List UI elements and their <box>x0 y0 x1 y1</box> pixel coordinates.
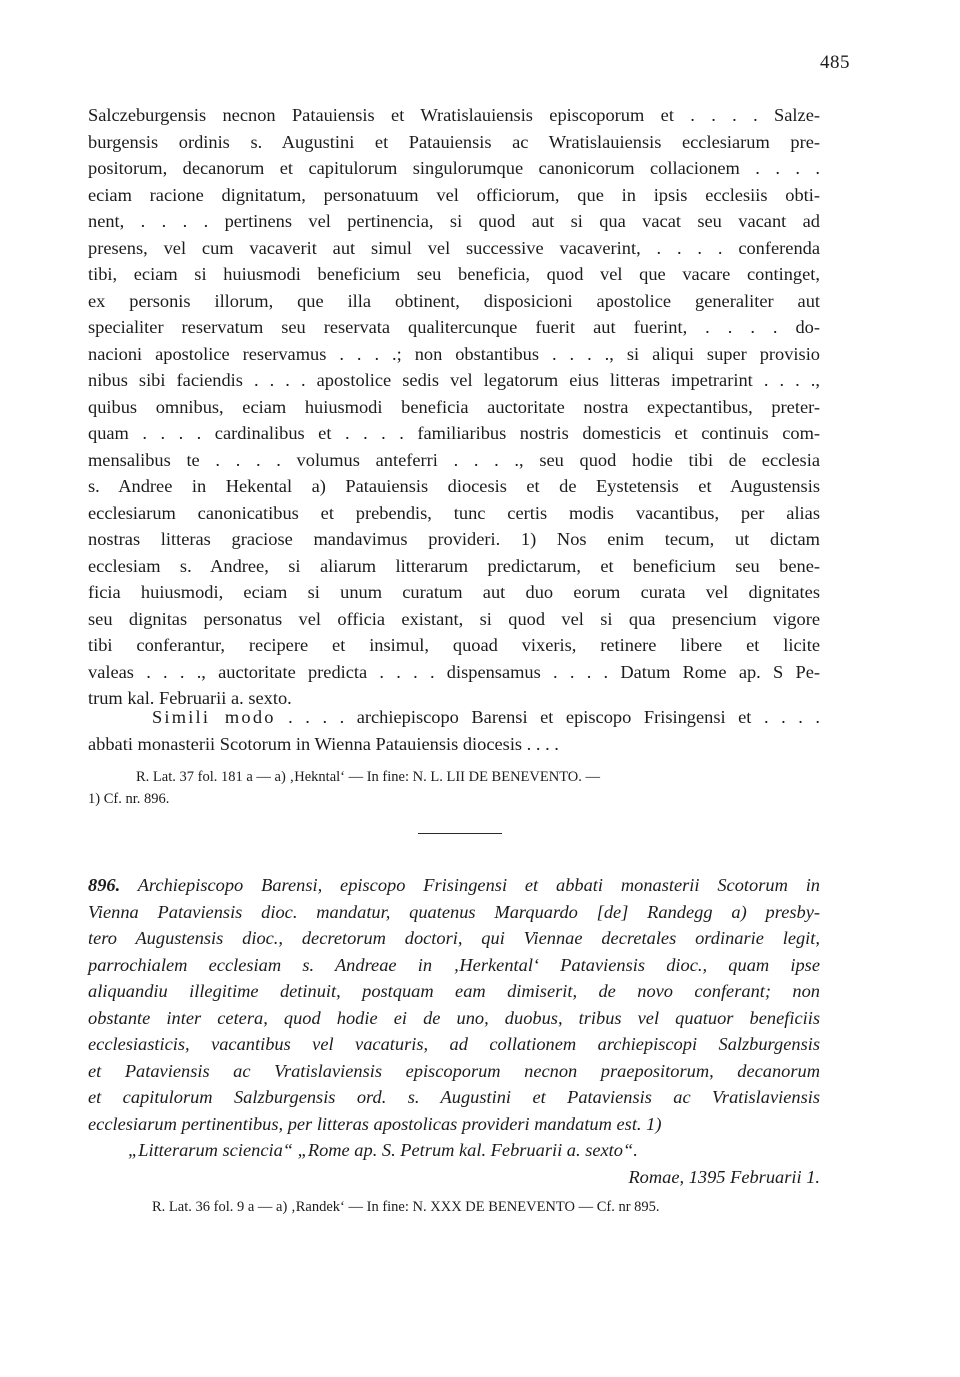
text-line: valeas . . . ., auctoritate predicta . . . . dispensamus . . . . Datum Rome ap. S Pe- <box>88 661 820 682</box>
text-line: burgensis ordinis s. Augustini et Patauiensis ac Wratislauiensis ecclesiarum pre- <box>88 131 820 152</box>
regest-text: Archiepiscopo Barensi, episcopo Frisingensi et abbati monasterii Scotorum in <box>137 875 820 895</box>
text-line: nibus sibi faciendis . . . . apostolice sedis vel legatorum eius litteras impetrarint . . . ., <box>88 370 820 390</box>
regest-896 <box>88 872 820 1190</box>
simili-paragraph <box>88 704 820 757</box>
section-divider <box>418 833 502 834</box>
simili-line-2: abbati monasterii Scotorum in Wienna Patauiensis diocesis . . . . <box>88 733 559 754</box>
text-line: Salczeburgensis necnon Patauiensis et Wratislauiensis episcoporum et . . . . Salze- <box>88 105 820 125</box>
text-line: nent, . . . . pertinens vel pertinencia, si quod aut si qua vacat seu vacant ad <box>88 211 820 231</box>
text-line: mensalibus te . . . . volumus anteferri . . . ., seu quod hodie tibi de ecclesia <box>88 449 820 470</box>
text-line: quam . . . . cardinalibus et . . . . familiaribus nostris domesticis et continuis com- <box>88 423 820 443</box>
regest-line <box>88 872 820 899</box>
text-line: ex personis illorum, que illa obtinent, disposicioni apostolice generaliter aut <box>88 290 820 311</box>
text-line: quibus omnibus, eciam huiusmodi beneficia auctoritate nostra expectantibus, preter- <box>88 396 820 417</box>
regest-note <box>88 1196 820 1218</box>
text-line: specialiter reservatum seu reservata qualitercunque fuerit aut fuerint, . . . . do- <box>88 317 820 337</box>
page-number: 485 <box>820 52 850 73</box>
main-text <box>88 102 820 712</box>
text-line: nostras litteras graciose mandavimus provideri. 1) Nos enim tecum, ut dictam <box>88 529 820 549</box>
regest-line: obstante inter cetera, quod hodie ei de uno, duobus, tribus vel quatuor beneficiis <box>88 1007 820 1028</box>
text-line: trum kal. Februarii a. sexto. <box>88 688 292 708</box>
text-line: positorum, decanorum et capitulorum singulorumque canonicorum collacionem . . . . <box>88 158 820 178</box>
text-line: presens, vel cum vacaverit aut simul vel successive vacaverint, . . . . conferenda <box>88 237 820 258</box>
text-line: nacioni apostolice reservamus . . . .; non obstantibus . . . ., si aliqui super provisio <box>88 343 820 364</box>
text-line: ecclesiarum canonicatibus et prebendis, tunc certis modis vacantibus, per alias <box>88 502 820 523</box>
text-line: ecclesiam s. Andree, si aliarum litterarum predictarum, et beneficium seu bene- <box>88 555 820 576</box>
simili-text: . . . . archiepiscopo Barensi et episcopo Frisingensi et . . . . <box>275 707 820 727</box>
regest-line: parrochialem ecclesiam s. Andreae in ‚Herkental‘ Pataviensis dioc., quam ipse <box>88 954 820 975</box>
simili-label: Simili modo <box>152 707 276 727</box>
regest-number: 896. <box>88 875 121 895</box>
regest-note-line: R. Lat. 36 fol. 9 a — a) ‚Randek‘ — In fine: N. XXX DE BENEVENTO — Cf. nr 895. <box>152 1199 660 1215</box>
simili-line <box>88 704 820 731</box>
text-line: tibi, eciam si huiusmodi beneficium seu beneficia, quod vel que vacare continget, <box>88 264 820 284</box>
regest-incipit: „Litterarum sciencia“ „Rome ap. S. Petrum kal. Februarii a. sexto“. <box>128 1140 638 1160</box>
text-line: eciam racione dignitatum, personatuum vel officiorum, que in ipsis ecclesiis obti- <box>88 184 820 205</box>
regest-date: Romae, 1395 Februarii 1. <box>628 1166 820 1187</box>
regest-line: tero Augustensis dioc., decretorum doctori, qui Viennae decretales ordinarie legit, <box>88 928 820 948</box>
text-line: tibi conferantur, recipere et insimul, quoad vixeris, retinere libere et licite <box>88 635 820 655</box>
text-line: s. Andree in Hekental a) Patauiensis diocesis et de Eystetensis et Augustensis <box>88 476 820 496</box>
regest-line: Vienna Pataviensis dioc. mandatur, quatenus Marquardo [de] Randegg a) presby- <box>88 901 820 922</box>
regest-line: ecclesiarum pertinentibus, per litteras apostolicas provideri mandatum est. 1) <box>88 1113 662 1134</box>
regest-line: et Pataviensis ac Vratislaviensis episcoporum necnon praepositorum, decanorum <box>88 1060 820 1081</box>
regest-line: aliquandiu illegitime detinuit, postquam eam dimiserit, de novo conferant; non <box>88 981 820 1001</box>
footnote-line: 1) Cf. nr. 896. <box>88 791 170 807</box>
regest-line: et capitulorum Salzburgensis ord. s. Augustini et Pataviensis ac Vratislaviensis <box>88 1087 820 1107</box>
text-line: seu dignitas personatus vel officia existant, si quod vel si qua presencium vigore <box>88 608 820 629</box>
source-note <box>88 766 820 810</box>
regest-line: ecclesiasticis, vacantibus vel vacaturis, ad collationem archiepiscopi Salzburgensis <box>88 1034 820 1054</box>
source-note-line: R. Lat. 37 fol. 181 a — a) ‚Hekntal‘ — In fine: N. L. LII DE BENEVENTO. — <box>136 769 601 785</box>
text-line: ficia huiusmodi, eciam si unum curatum aut duo eorum curata vel dignitates <box>88 582 820 602</box>
